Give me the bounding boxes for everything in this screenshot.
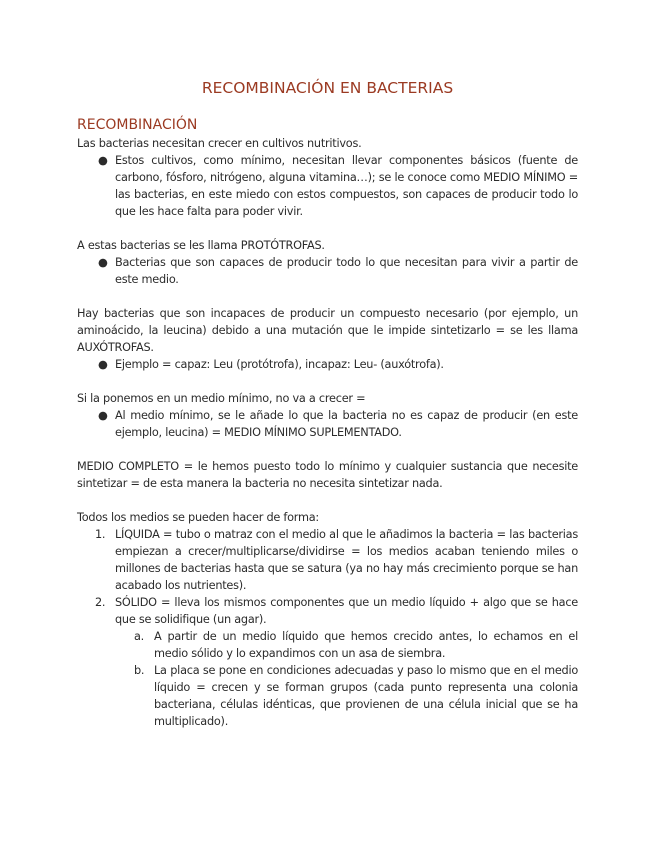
- list-item: [77, 356, 578, 373]
- list-letter: b.: [134, 664, 145, 677]
- list-item-liquida: [77, 526, 578, 594]
- list-item: [77, 254, 578, 288]
- bullet-icon: ●: [98, 256, 108, 269]
- bullet-list-medio-minimo: [77, 407, 578, 441]
- numbered-list-medios: [77, 526, 578, 730]
- paragraph-medio-completo: MEDIO COMPLETO = le hemos puesto todo lo mínimo y cualquier sustancia que necesite sintetizar = de esta manera la bacteria no necesita sintetizar nada.: [77, 460, 578, 490]
- paragraph-cultivos: Las bacterias necesitan crecer en cultivos nutritivos.: [77, 137, 362, 150]
- sub-list-item-text: La placa se pone en condiciones adecuadas y paso lo mismo que en el medio líquido = crecen y se forman grupos (cada punto representa una colonia bacteriana, células idénticas, que provienen de una célula inicial que se ha multiplicado).: [154, 664, 578, 728]
- bullet-list-cultivos: [77, 152, 578, 220]
- list-item-solido: [77, 594, 578, 730]
- bullet-icon: ●: [98, 358, 108, 371]
- section-heading: RECOMBINACIÓN: [77, 117, 198, 133]
- document-title: RECOMBINACIÓN EN BACTERIAS: [201, 79, 454, 97]
- list-letter: a.: [134, 630, 145, 643]
- sub-list-item: [115, 628, 578, 662]
- paragraph-auxotrofas: Hay bacterias que son incapaces de producir un compuesto necesario (por ejemplo, un aminoácido, la leucina) debido a una mutación que le impide sintetizarlo = se les llama AUXÓTROFAS.: [77, 307, 578, 354]
- sub-list-item: [115, 662, 578, 730]
- list-number: 1.: [95, 528, 106, 541]
- paragraph-prototrofas: A estas bacterias se les llama PROTÓTROFAS.: [77, 239, 325, 252]
- bullet-list-auxotrofas: [77, 356, 578, 373]
- list-item: [77, 407, 578, 441]
- list-item: [77, 152, 578, 220]
- list-item-text: LÍQUIDA = tubo o matraz con el medio al que le añadimos la bacteria = las bacterias empiezan a crecer/multiplicarse/dividirse = los medios acaban teniendo miles o millones de bacterias hasta que se satura (ya no hay más crecimiento porque se han acabado los nutrientes).: [115, 528, 578, 592]
- list-item-text: Ejemplo = capaz: Leu (protótrofa), incapaz: Leu- (auxótrofa).: [115, 358, 444, 371]
- list-item-text: SÓLIDO = lleva los mismos componentes que un medio líquido + algo que se hace que se solidifique (un agar).: [115, 596, 578, 626]
- paragraph-medio-minimo: Si la ponemos en un medio mínimo, no va a crecer =: [77, 392, 366, 405]
- sub-list-item-text: A partir de un medio líquido que hemos crecido antes, lo echamos en el medio sólido y lo expandimos con un asa de siembra.: [154, 630, 578, 660]
- sub-list-solido: [115, 628, 578, 730]
- list-item-text: Bacterias que son capaces de producir todo lo que necesitan para vivir a partir de este medio.: [115, 256, 578, 286]
- bullet-icon: ●: [98, 409, 108, 422]
- bullet-list-prototrofas: [77, 254, 578, 288]
- list-item-text: Estos cultivos, como mínimo, necesitan llevar componentes básicos (fuente de carbono, fósforo, nitrógeno, alguna vitamina…); se le conoce como MEDIO MÍNIMO = las bacterias, en este miedo con estos compuestos, son capaces de producir todo lo que les hace falta para poder vivir.: [115, 154, 578, 218]
- list-item-text: Al medio mínimo, se le añade lo que la bacteria no es capaz de producir (en este ejemplo, leucina) = MEDIO MÍNIMO SUPLEMENTADO.: [115, 409, 578, 439]
- paragraph-medios-intro: Todos los medios se pueden hacer de forma:: [77, 511, 319, 524]
- bullet-icon: ●: [98, 154, 108, 167]
- document-content: [77, 78, 578, 730]
- list-number: 2.: [95, 596, 106, 609]
